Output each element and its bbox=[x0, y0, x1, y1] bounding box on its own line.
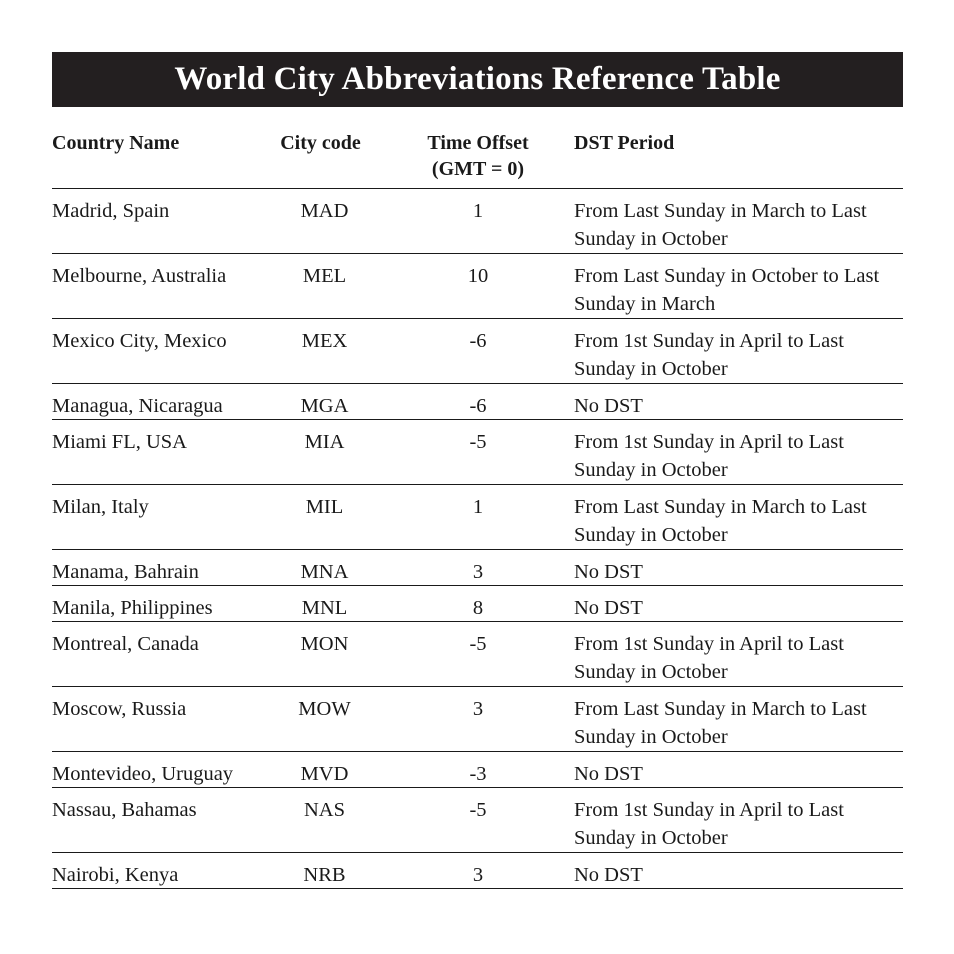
cell-country: Melbourne, Australia bbox=[52, 265, 227, 287]
cell-dst: No DST bbox=[574, 597, 643, 619]
table-row bbox=[52, 384, 903, 420]
cell-dst: No DST bbox=[574, 561, 643, 583]
header-time-offset bbox=[389, 130, 567, 188]
cell-dst: No DST bbox=[574, 763, 643, 785]
table-header-row bbox=[52, 128, 903, 189]
cell-code: MNA bbox=[300, 561, 349, 583]
cell-offset: -6 bbox=[469, 395, 487, 417]
cell-offset: 1 bbox=[472, 496, 484, 518]
cell-offset: -3 bbox=[469, 763, 487, 785]
cell-country: Montevideo, Uruguay bbox=[52, 763, 234, 785]
cell-country: Milan, Italy bbox=[52, 496, 149, 518]
cell-offset: -5 bbox=[469, 431, 487, 453]
header-dst: DST Period bbox=[574, 132, 675, 154]
header-city-code: City code bbox=[280, 132, 361, 154]
cell-code: MEL bbox=[302, 265, 347, 287]
cell-offset: 3 bbox=[472, 864, 484, 886]
table-row bbox=[52, 550, 903, 586]
cell-dst: From Last Sunday in March to Last Sunday in October bbox=[574, 200, 867, 250]
cell-code: MIA bbox=[304, 431, 345, 453]
cell-offset: 1 bbox=[472, 200, 484, 222]
cell-code: NRB bbox=[303, 864, 346, 886]
cell-dst: No DST bbox=[574, 864, 643, 886]
cell-code: MGA bbox=[300, 395, 349, 417]
cell-code: MAD bbox=[300, 200, 349, 222]
cell-offset: 10 bbox=[467, 265, 489, 287]
cell-country: Miami FL, USA bbox=[52, 431, 187, 453]
cell-code: MON bbox=[300, 633, 349, 655]
city-abbreviations-table bbox=[52, 128, 903, 889]
table-row bbox=[52, 319, 903, 384]
cell-dst: From 1st Sunday in April to Last Sunday in October bbox=[574, 633, 844, 683]
table-row bbox=[52, 687, 903, 752]
cell-country: Nairobi, Kenya bbox=[52, 864, 179, 886]
table-row bbox=[52, 485, 903, 550]
table-row bbox=[52, 752, 903, 788]
cell-dst: From Last Sunday in March to Last Sunday in October bbox=[574, 698, 867, 748]
cell-offset: -5 bbox=[469, 633, 487, 655]
table-row bbox=[52, 853, 903, 889]
cell-dst: From 1st Sunday in April to Last Sunday in October bbox=[574, 431, 844, 481]
cell-dst: No DST bbox=[574, 395, 643, 417]
title-banner bbox=[52, 52, 903, 107]
cell-code: MEX bbox=[301, 330, 348, 352]
table-row bbox=[52, 788, 903, 853]
cell-code: MOW bbox=[298, 698, 351, 720]
page-title: World City Abbreviations Reference Table bbox=[174, 61, 781, 97]
cell-country: Montreal, Canada bbox=[52, 633, 199, 655]
header-country: Country Name bbox=[52, 132, 180, 154]
table-row bbox=[52, 586, 903, 622]
header-time-offset-label: Time Offset bbox=[427, 132, 529, 154]
cell-country: Managua, Nicaragua bbox=[52, 395, 223, 417]
cell-country: Manama, Bahrain bbox=[52, 561, 199, 583]
cell-country: Mexico City, Mexico bbox=[52, 330, 227, 352]
cell-country: Moscow, Russia bbox=[52, 698, 187, 720]
cell-dst: From 1st Sunday in April to Last Sunday in October bbox=[574, 330, 844, 380]
cell-country: Manila, Philippines bbox=[52, 597, 213, 619]
cell-code: NAS bbox=[303, 799, 345, 821]
cell-offset: -5 bbox=[469, 799, 487, 821]
cell-code: MVD bbox=[300, 763, 349, 785]
cell-dst: From Last Sunday in October to Last Sunday in March bbox=[574, 265, 880, 315]
cell-dst: From 1st Sunday in April to Last Sunday in October bbox=[574, 799, 844, 849]
cell-dst: From Last Sunday in March to Last Sunday in October bbox=[574, 496, 867, 546]
table-row bbox=[52, 420, 903, 485]
table-row bbox=[52, 189, 903, 254]
cell-offset: -6 bbox=[469, 330, 487, 352]
cell-code: MIL bbox=[305, 496, 344, 518]
cell-offset: 3 bbox=[472, 561, 484, 583]
cell-country: Nassau, Bahamas bbox=[52, 799, 197, 821]
cell-code: MNL bbox=[301, 597, 348, 619]
cell-country: Madrid, Spain bbox=[52, 200, 170, 222]
cell-offset: 8 bbox=[472, 597, 484, 619]
table-row bbox=[52, 254, 903, 319]
table-row bbox=[52, 622, 903, 687]
cell-offset: 3 bbox=[472, 698, 484, 720]
header-time-offset-sub: (GMT = 0) bbox=[431, 158, 525, 180]
